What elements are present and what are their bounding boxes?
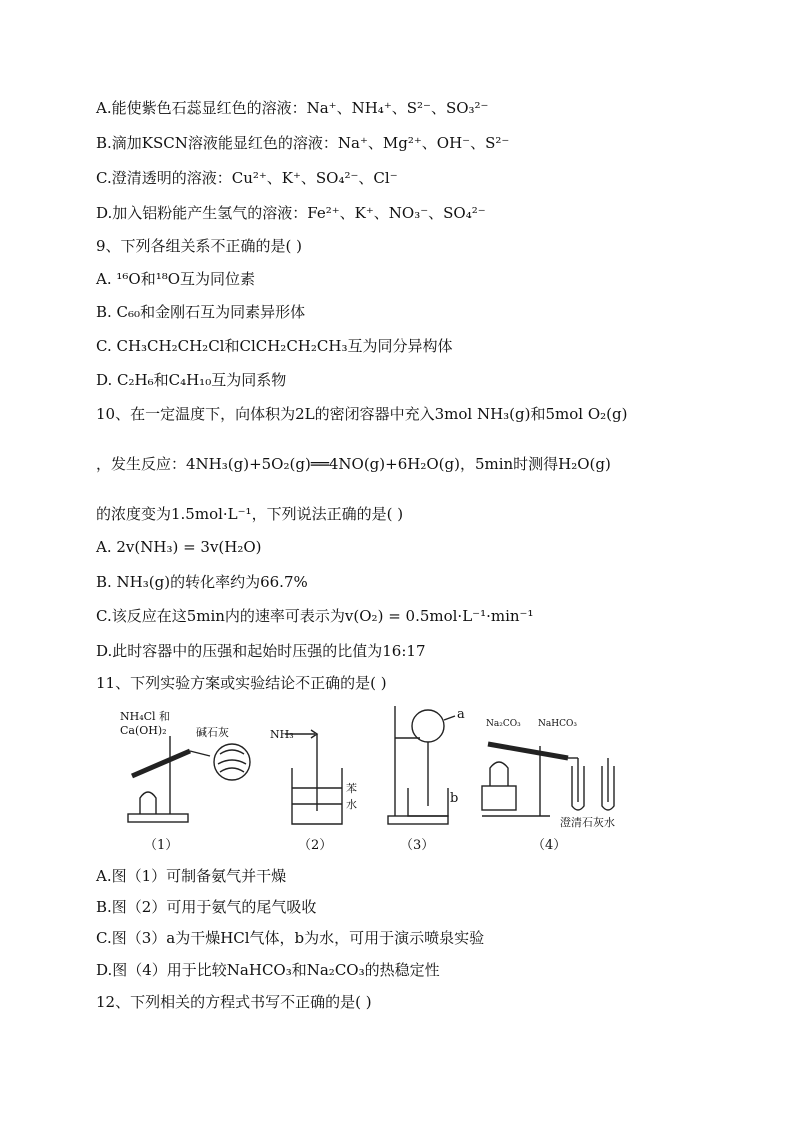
q10-option-c: C.该反应在这5min内的速率可表示为v(O₂) = 0.5mol·L⁻¹·min⁻¹ (96, 607, 534, 625)
q11-option-d: D.图（4）用于比较NaHCO₃和Na₂CO₃的热稳定性 (96, 961, 440, 979)
q8-option-d-ions: Fe²⁺、K⁺、NO₃⁻、SO₄²⁻ (307, 204, 486, 222)
fig4-label-limewater: 澄清石灰水 (560, 816, 615, 829)
q9-option-c: C. CH₃CH₂CH₂Cl和ClCH₂CH₂CH₃互为同分异构体 (96, 337, 453, 355)
q8-option-a-text: A.能使紫色石蕊显红色的溶液： (96, 99, 307, 117)
fig3-label-a-leader (444, 716, 455, 720)
q10-stem-line-3: 的浓度变为1.5mol·L⁻¹，下列说法正确的是( ) (96, 505, 404, 523)
apparatus-svg (110, 706, 630, 856)
q8-option-d (96, 203, 486, 223)
q10-option-a: A. 2v(NH₃) = 3v(H₂O) (96, 538, 262, 556)
fig3-caption: （3） (400, 838, 435, 853)
q9-option-a: A. ¹⁶O和¹⁸O互为同位素 (96, 270, 256, 288)
fig4-label-na2co3: Na₂CO₃ (486, 719, 521, 729)
fig3-label-b: b (450, 791, 459, 806)
fig1-base (128, 814, 188, 822)
q10-stem-line-1: 10、在一定温度下，向体积为2L的密闭容器中充入3mol NH₃(g)和5mol O₂(g) (96, 405, 628, 423)
q10-option-d: D.此时容器中的压强和起始时压强的比值为16:17 (96, 642, 426, 660)
q9-option-b: B. C₆₀和金刚石互为同素异形体 (96, 303, 306, 321)
fig1-label-soda-lime: 碱石灰 (196, 726, 229, 739)
q10-option-b: B. NH₃(g)的转化率约为66.7% (96, 573, 308, 591)
q12-stem: 12、下列相关的方程式书写不正确的是( ) (96, 993, 372, 1011)
q8-option-b-ions: Na⁺、Mg²⁺、OH⁻、S²⁻ (337, 134, 510, 152)
q8-option-a (96, 98, 488, 118)
fig4-block (482, 786, 516, 810)
fig4-label-nahco3: NaHCO₃ (538, 719, 577, 729)
q11-option-a: A.图（1）可制备氨气并干燥 (96, 867, 287, 885)
fig4-outer-tube (488, 744, 568, 758)
fig1-label-caoh2: Ca(OH)₂ (120, 724, 167, 737)
q8-option-c-ions: Cu²⁺、K⁺、SO₄²⁻、Cl⁻ (231, 169, 398, 187)
fig2-label-water: 水 (346, 798, 357, 811)
q11-option-b: B.图（2）可用于氨气的尾气吸收 (96, 898, 317, 916)
fig1-soda-lime (218, 750, 246, 772)
fig3-flask (412, 710, 444, 742)
fig4-lamp (490, 762, 508, 786)
fig1-lamp (140, 792, 156, 814)
fig2-label-nh3: NH₃ (270, 728, 294, 741)
q8-option-d-text: D.加入铝粉能产生氢气的溶液： (96, 204, 308, 222)
fig1-test-tube (132, 751, 190, 776)
q8-option-c-text: C.澄清透明的溶液： (96, 169, 232, 187)
fig1-tube-connector (190, 751, 210, 756)
fig2-caption: （2） (298, 838, 333, 853)
q10-stem-line-2: ，发生反应：4NH₃(g)+5O₂(g)══4NO(g)+6H₂O(g)，5min时测得H₂O(g) (96, 455, 611, 473)
q9-option-d: D. C₂H₆和C₄H₁₀互为同系物 (96, 371, 287, 389)
fig1-caption: （1） (144, 838, 179, 853)
q8-option-b-text: B.滴加KSCN溶液能显红色的溶液： (96, 134, 338, 152)
fig4-caption: （4） (532, 838, 567, 853)
fig2-label-benzene: 苯 (346, 782, 357, 795)
q8-option-c (96, 168, 398, 188)
q11-stem: 11、下列实验方案或实验结论不正确的是( ) (96, 674, 387, 692)
fig3-base (388, 816, 448, 824)
fig1-label-reactants: NH₄Cl 和 (120, 710, 171, 723)
q11-apparatus-figure (110, 706, 630, 856)
q8-option-a-ions: Na⁺、NH₄⁺、S²⁻、SO₃²⁻ (306, 99, 489, 117)
fig3-label-a: a (457, 707, 465, 722)
q11-option-c: C.图（3）a为干燥HCl气体，b为水，可用于演示喷泉实验 (96, 929, 485, 947)
q9-stem: 9、下列各组关系不正确的是( ) (96, 237, 303, 255)
q8-option-b (96, 133, 509, 153)
